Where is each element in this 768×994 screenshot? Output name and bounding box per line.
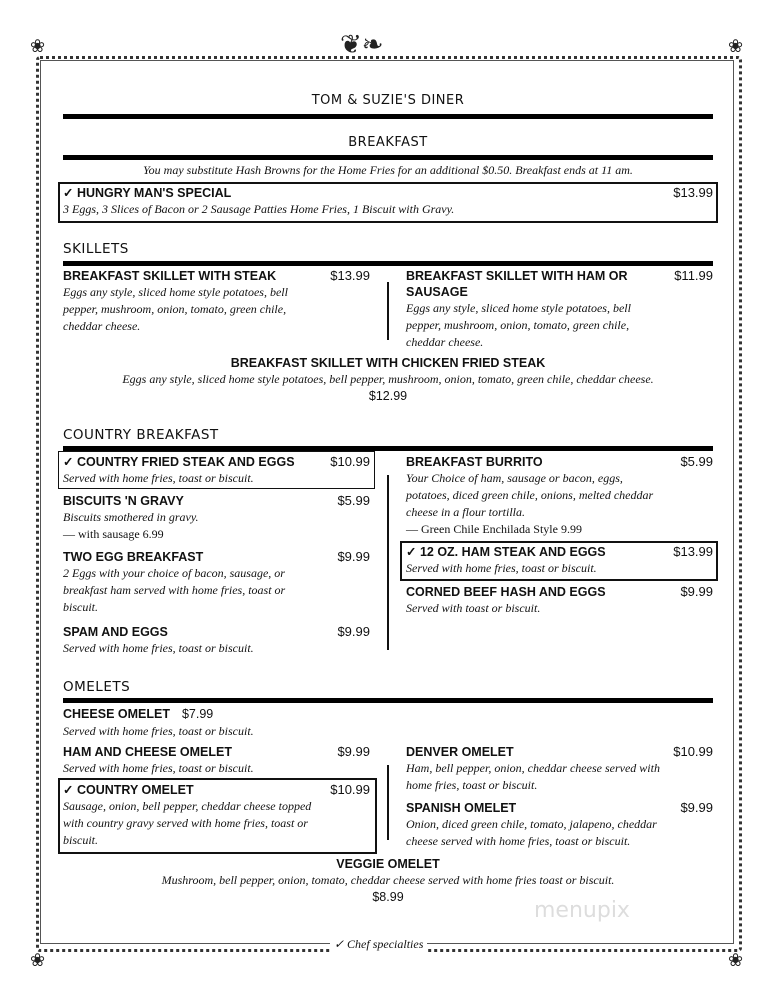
item-desc: Served with home fries, toast or biscuit. [63, 471, 254, 485]
section-title-breakfast: BREAKFAST [348, 135, 428, 150]
item-price: $7.99 [181, 707, 214, 721]
item-desc: Biscuits smothered in gravy. [63, 510, 199, 524]
item-extra: — Green Chile Enchilada Style 9.99 [406, 522, 582, 536]
menu-item [406, 744, 713, 794]
item-name: TWO EGG BREAKFAST [63, 550, 204, 564]
item-price: $9.99 [337, 624, 370, 639]
item-desc: Served with toast or biscuit. [406, 601, 541, 615]
divider [63, 155, 713, 160]
menu-item [63, 454, 370, 487]
column-divider [387, 475, 389, 650]
breakfast-note: You may substitute Hash Browns for the Home Fries for an additional $0.50. Breakfast ends at 11 am. [143, 163, 633, 177]
column-divider [387, 282, 389, 340]
item-desc: Served with home fries, toast or biscuit. [63, 641, 254, 655]
ornament-top-icon: ❦❧ [340, 30, 384, 60]
section-title-omelets: OMELETS [63, 679, 131, 695]
corner-ornament-icon: ❀ [30, 950, 46, 971]
corner-ornament-icon: ❀ [728, 950, 744, 971]
item-price: $8.99 [372, 890, 404, 904]
item-name: VEGGIE OMELET [336, 857, 440, 871]
item-price: $5.99 [680, 454, 713, 469]
item-price: $12.99 [368, 389, 408, 403]
menu-item [406, 454, 713, 538]
menu-item [63, 744, 370, 777]
item-name: CORNED BEEF HASH AND EGGS [406, 585, 606, 599]
divider [63, 698, 713, 703]
item-price: $10.99 [673, 744, 713, 759]
item-price: $5.99 [337, 493, 370, 508]
section-title-skillets: SKILLETS [63, 241, 129, 257]
item-desc: Eggs any style, sliced home style potatoes, bell pepper, mushroom, onion, tomato, green chile, cheddar cheese. [122, 372, 654, 386]
item-desc: Served with home fries, toast or biscuit. [63, 761, 254, 775]
item-name: ✓ HUNGRY MAN'S SPECIAL [63, 186, 232, 200]
item-desc: Sausage, onion, bell pepper, cheddar cheese topped with country gravy served with home fries, toast or biscuit. [63, 799, 312, 847]
menu-item [63, 185, 713, 218]
item-price: $9.99 [680, 584, 713, 599]
item-price: $11.99 [674, 268, 713, 283]
menu-item [63, 624, 370, 657]
divider [63, 261, 713, 266]
item-desc: 3 Eggs, 3 Slices of Bacon or 2 Sausage Patties Home Fries, 1 Biscuit with Gravy. [63, 202, 455, 216]
menu-item [406, 800, 713, 850]
menu-item [63, 268, 370, 335]
corner-ornament-icon: ❀ [30, 36, 46, 57]
item-price: $13.99 [673, 185, 713, 200]
item-name: ✓ COUNTRY FRIED STEAK AND EGGS [63, 455, 295, 469]
item-name: BREAKFAST BURRITO [406, 455, 543, 469]
item-desc: Mushroom, bell pepper, onion, tomato, cheddar cheese served with home fries toast or biscuit. [161, 873, 615, 887]
item-name: BREAKFAST SKILLET WITH HAM OR SAUSAGE [406, 269, 628, 299]
item-name: HAM AND CHEESE OMELET [63, 745, 232, 759]
item-price: $10.99 [330, 454, 370, 469]
divider [63, 114, 713, 119]
column-divider [387, 765, 389, 840]
item-price: $10.99 [330, 782, 370, 797]
item-desc: Your Choice of ham, sausage or bacon, eggs, potatoes, diced green chile, onions, melted cheddar cheese in a flour tortilla. [406, 471, 654, 519]
item-price: $9.99 [337, 549, 370, 564]
menu-item [63, 355, 713, 404]
item-name: CHEESE OMELET [63, 707, 170, 721]
item-name: ✓ 12 OZ. HAM STEAK AND EGGS [406, 545, 606, 559]
item-name: SPANISH OMELET [406, 801, 517, 815]
watermark: menupix [534, 898, 630, 923]
chef-specialties-legend: ✓ Chef specialties [330, 936, 427, 953]
item-desc: Onion, diced green chile, tomato, jalapeno, cheddar cheese served with home fries, toast or biscuit. [406, 817, 657, 848]
item-desc: Eggs any style, sliced home style potatoes, bell pepper, mushroom, onion, tomato, green chile, cheddar cheese. [63, 285, 288, 333]
item-price: $13.99 [330, 268, 370, 283]
item-name: DENVER OMELET [406, 745, 514, 759]
menu-item [406, 544, 713, 577]
menu-item [63, 549, 370, 616]
corner-ornament-icon: ❀ [728, 36, 744, 57]
menu-item [406, 268, 713, 351]
menu-item [406, 584, 713, 617]
menu-item [63, 493, 370, 543]
item-name: SPAM AND EGGS [63, 625, 168, 639]
item-desc: Served with home fries, toast or biscuit. [63, 724, 254, 738]
item-name: ✓ COUNTRY OMELET [63, 783, 194, 797]
item-price: $13.99 [673, 544, 713, 559]
item-desc: Served with home fries, toast or biscuit. [406, 561, 597, 575]
item-desc: 2 Eggs with your choice of bacon, sausage, or breakfast ham served with home fries, toast or biscuit. [63, 566, 286, 614]
item-desc: Eggs any style, sliced home style potatoes, bell pepper, mushroom, onion, tomato, green chile, cheddar cheese. [406, 301, 631, 349]
item-name: BREAKFAST SKILLET WITH CHICKEN FRIED STEAK [230, 356, 546, 370]
menu-item [63, 705, 370, 740]
section-title-country-breakfast: COUNTRY BREAKFAST [63, 427, 219, 443]
restaurant-name: TOM & SUZIE'S DINER [311, 93, 465, 108]
item-extra: — with sausage 6.99 [63, 527, 164, 541]
item-name: BREAKFAST SKILLET WITH STEAK [63, 269, 277, 283]
item-name: BISCUITS 'N GRAVY [63, 494, 184, 508]
item-price: $9.99 [337, 744, 370, 759]
item-price: $9.99 [680, 800, 713, 815]
menu-item [63, 782, 370, 849]
item-desc: Ham, bell pepper, onion, cheddar cheese served with home fries, toast or biscuit. [406, 761, 660, 792]
